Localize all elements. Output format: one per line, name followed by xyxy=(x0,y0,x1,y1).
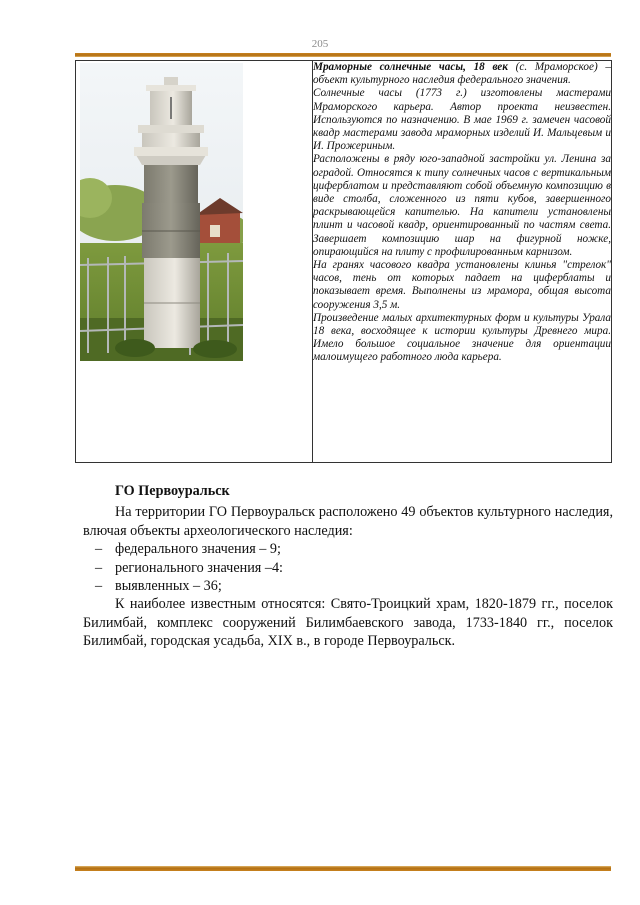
bottom-divider xyxy=(75,866,611,871)
list-item-text: федерального значения – 9; xyxy=(115,541,281,558)
monument-title: Мраморные солнечные часы, 18 век xyxy=(313,61,508,73)
objects-list xyxy=(83,540,613,595)
description-paragraph-3: На гранях часового квадра установлены клинья "стрелок" часов, тень от которых падает на циферблаты и показывает время. Выполнены из мрамора, общая высота сооружения 3,5 м. xyxy=(313,259,611,311)
section-intro: На территории ГО Первоуральск расположено 49 объектов культурного наследия, влючая объекты археологического наследия: xyxy=(83,504,613,539)
list-item-text: выявленных – 36; xyxy=(115,578,222,595)
list-item xyxy=(83,559,613,577)
photo-cell xyxy=(76,61,313,463)
description-paragraph-2: Расположены в ряду юго-западной застройки ул. Ленина за оградой. Относятся к типу солнечных часов с вертикальным циферблатом и представляют собой объемную композицию в виде столба, сложенного из пяти кубов, завершенного раскрывающейся капителью. На капители установлены плинт и часовой квадр, ориентированный по частям света. Завершает композицию шар на фигурной ножке, опирающийся на плиту с профилированным карнизом. xyxy=(313,153,611,258)
description-cell xyxy=(313,61,612,463)
list-item xyxy=(83,540,613,558)
section-heading: ГО Первоуральск xyxy=(115,483,230,499)
sundial-photo xyxy=(80,63,243,361)
description-paragraph-1: Солнечные часы (1773 г.) изготовлены мастерами Мраморского карьера. Автор проекта неизвестен. Используются по назначению. В мае 1969 г. замечен часовой квадр мастерами завода мраморных изделий И. Мальцевым и И. Прожериным. xyxy=(313,87,611,153)
list-dash: – xyxy=(95,578,103,595)
list-item-text: регионального значения –4: xyxy=(115,559,283,576)
section-closing: К наиболее известным относятся: Свято-Троицкий храм, 1820-1879 гг., поселок Билимбай, комплекс сооружений Билимбаевского завода, 1733-1840 гг., поселок Билимбай, городская усадьба, XIX в., в городе Первоуральск. xyxy=(83,596,613,650)
list-dash: – xyxy=(95,559,103,576)
list-dash: – xyxy=(95,541,103,558)
monument-title-rest: (с. Мраморское) – объект культурного наследия федерального значения. xyxy=(313,61,611,87)
monument-table xyxy=(75,60,612,463)
description-paragraph-4: Произведение малых архитектурных форм и культуры Урала 18 века, восходящее к истории культуры Древнего мира. Имело большое социальное значение для ориентации малоимущего работного люда карьера. xyxy=(313,311,611,364)
top-divider xyxy=(75,53,611,57)
page-number: 205 xyxy=(311,38,329,50)
description-title xyxy=(313,61,611,87)
list-item xyxy=(83,577,613,595)
pervouralsk-section xyxy=(83,482,613,651)
